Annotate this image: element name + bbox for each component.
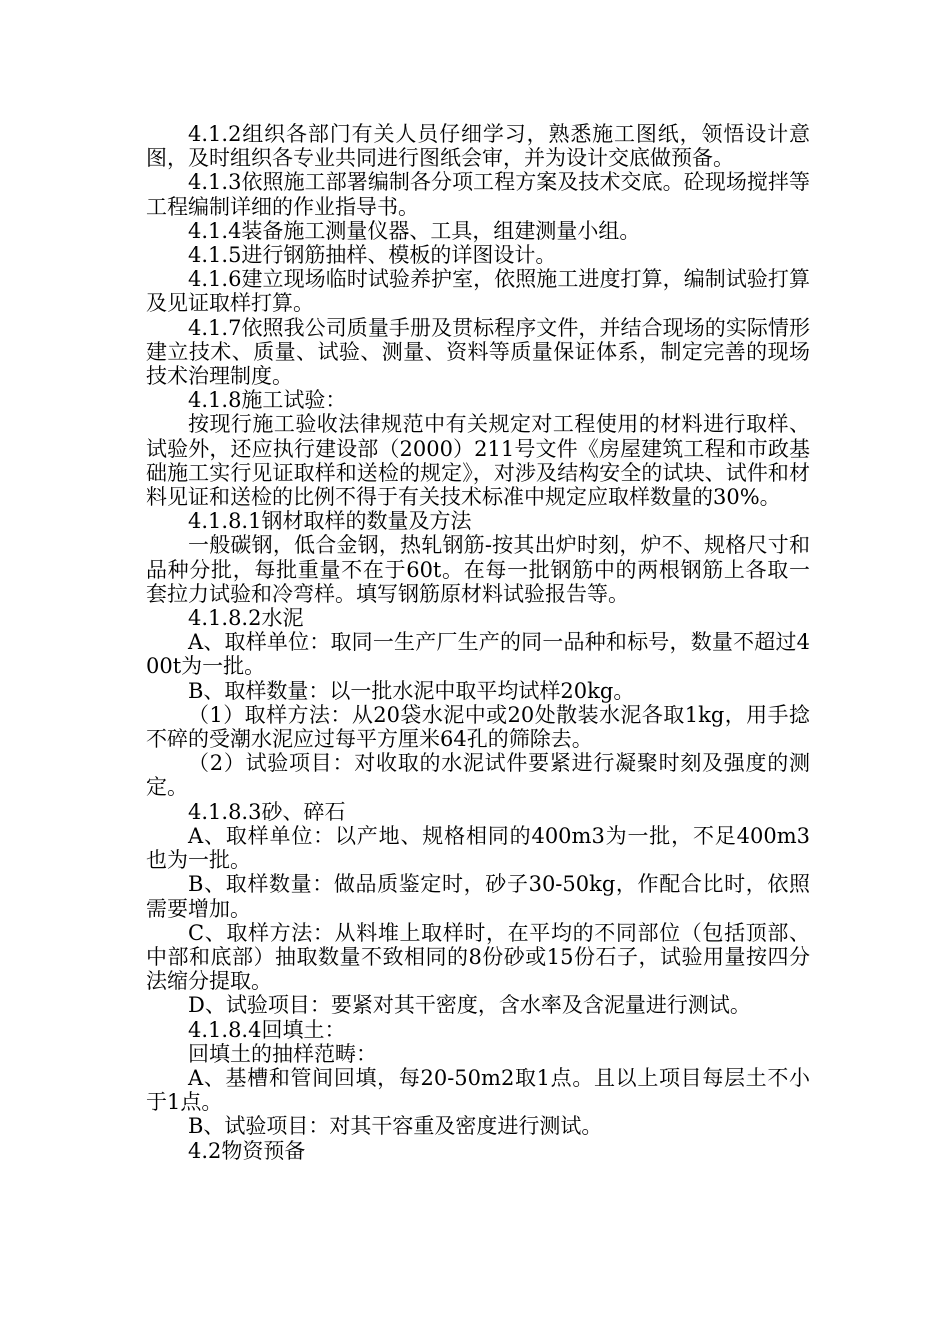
paragraph-4-1-5: 4.1.5进行钢筋抽样、模板的详图设计。 [188, 243, 557, 268]
heading-4-1-8-1: 4.1.8.1钢材取样的数量及方法 [188, 509, 472, 534]
paragraph-4-1-2: 4.1.2组织各部门有关人员仔细学习，熟悉施工图纸，领悟设计意图，及时组织各专业共同进行图纸会审，并为设计交底做预备。 [146, 122, 810, 171]
paragraph-sand-c: C、取样方法：从料堆上取样时，在平均的不同部位（包括顶部、中部和底部）抽取数量不致相同的8份砂或15份石子，试验用量按四分法缩分提取。 [146, 920, 810, 994]
paragraph-sand-a: A、取样单位：以产地、规格相同的400m3为一批，不足400m3也为一批。 [146, 823, 810, 873]
paragraph-cement-b: B、取样数量：以一批水泥中取平均试样20kg。 [188, 678, 635, 703]
document-body [146, 122, 810, 1163]
heading-4-1-8-3: 4.1.8.3砂、碎石 [188, 799, 346, 824]
paragraph-sand-b: B、取样数量：做品质鉴定时，砂子30-50kg，作配合比时，依照需要增加。 [146, 872, 810, 921]
paragraph-4-1-7: 4.1.7依照我公司质量手册及贯标程序文件，并结合现场的实际情形建立技术、质量、试验、测量、资料等质量保证体系，制定完善的现场技术治理制度。 [146, 315, 810, 389]
paragraph-backfill-b: B、试验项目：对其干容重及密度进行测试。 [188, 1114, 603, 1139]
paragraph-steel-sampling: 一般碳钢，低合金钢，热轧钢筋-按其出炉时刻，炉不、规格尺寸和品种分批，每批重量不在于60t。在每一批钢筋中的两根钢筋上各取一套拉力试验和冷弯样。填写钢筋原材料试验报告等。 [146, 533, 810, 606]
paragraph-4-1-4: 4.1.4装备施工测量仪器、工具，组建测量小组。 [188, 218, 641, 243]
paragraph-test-rules: 按现行施工验收法律规范中有关规定对工程使用的材料进行取样、试验外，还应执行建设部（2000）211号文件《房屋建筑工程和市政基础施工实行见证取样和送检的规定》，对涉及结构安全的试块、试件和材料见证和送检的比例不得于有关技术标准中规定应取样数量的30%。 [146, 412, 810, 510]
heading-4-1-8-2: 4.1.8.2水泥 [188, 606, 304, 631]
paragraph-cement-a: A、取样单位：取同一生产厂生产的同一品种和标号，数量不超过400t为一批。 [146, 630, 810, 679]
heading-4-1-8: 4.1.8施工试验： [188, 388, 347, 413]
paragraph-cement-2: （2）试验项目：对收取的水泥试件要紧进行凝聚时刻及强度的测定。 [146, 751, 810, 800]
paragraph-4-1-3: 4.1.3依照施工部署编制各分项工程方案及技术交底。砼现场搅拌等工程编制详细的作业指导书。 [146, 170, 810, 219]
paragraph-4-1-6: 4.1.6建立现场临时试验养护室，依照施工进度打算，编制试验打算及见证取样打算。 [146, 267, 810, 316]
heading-4-2: 4.2物资预备 [188, 1138, 306, 1163]
paragraph-backfill-scope: 回填土的抽样范畴： [188, 1041, 377, 1066]
paragraph-backfill-a: A、基槽和管间回填，每20-50m2取1点。且以上项目每层土不小于1点。 [146, 1065, 810, 1115]
heading-4-1-8-4: 4.1.8.4回填土： [188, 1017, 346, 1042]
paragraph-cement-1: （1）取样方法：从20袋水泥中或20处散装水泥各取1kg，用手捻不碎的受潮水泥应过每平方厘米64孔的筛除去。 [146, 702, 810, 752]
paragraph-sand-d: D、试验项目：要紧对其干密度，含水率及含泥量进行测试。 [188, 993, 751, 1018]
